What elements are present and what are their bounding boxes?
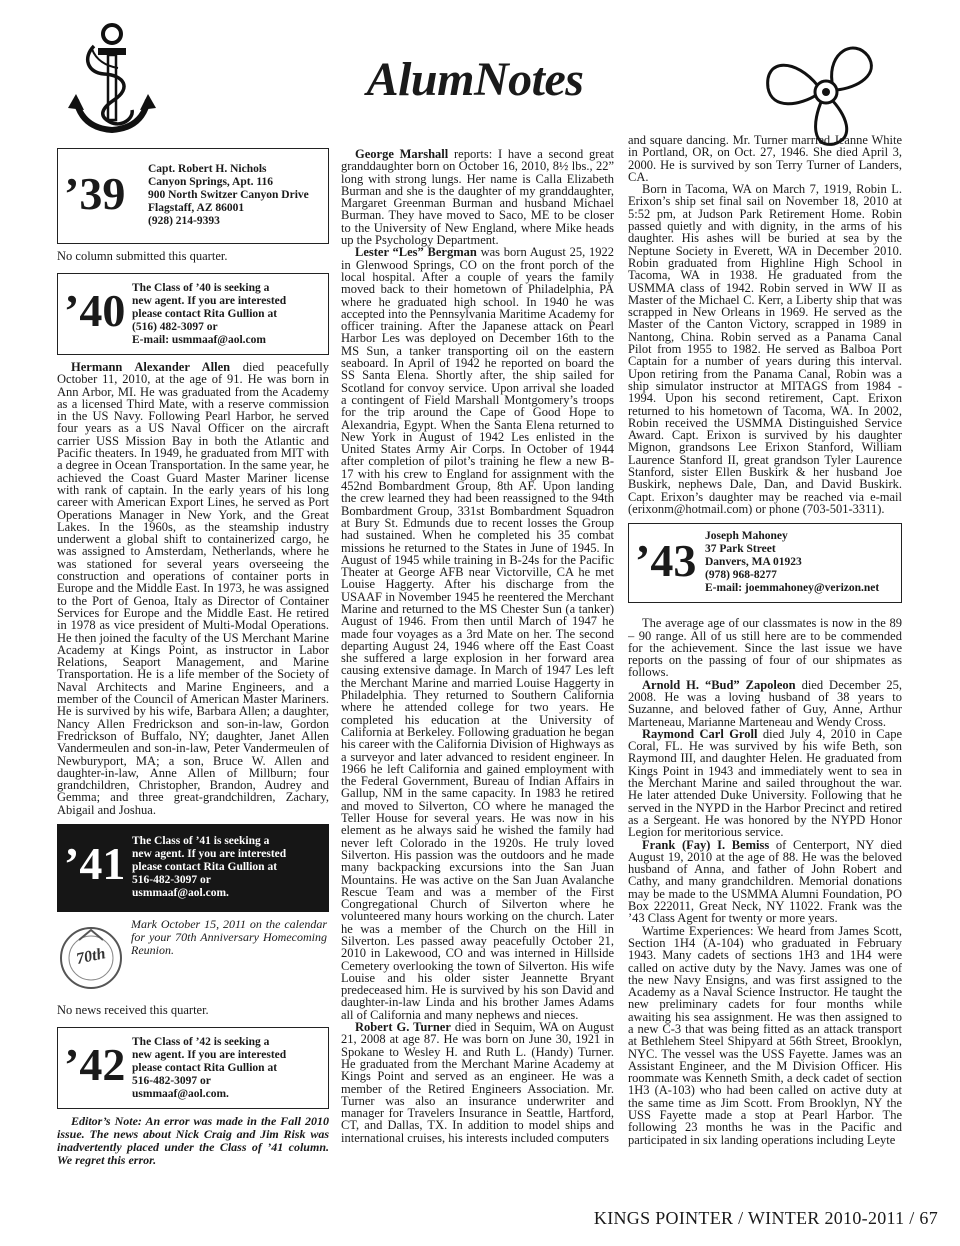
class-agent-info: The Class of ’40 is seeking a new agent. If you are interested please contact Rita Gullion at (516) 482-3097 or E-mail: usmmaaf@aol.com bbox=[132, 282, 287, 346]
class-agent-info: The Class of ’42 is seeking a new agent. If you are interested please contact Rita Gullion at 516-482-3097 or usmmaaf@aol.com. bbox=[132, 1035, 287, 1100]
column-1 bbox=[57, 148, 329, 1208]
article-paragraph: Lester “Les” Bergman was born August 25, 1922 in Glenwood Springs, CO on the front porch of the local hospital. After a couple of years the family moved back to their hometown of Philadelphia, PA where he graduated high school. In 1940 he was accepted into the Pennsylvania Maritime Academy for officer training. After the Japanese attack on Pearl Harbor Les was deployed on December 16th to the MS Sun, a tanker transporting oil on the eastern seaboard. In April of 1942 he reported on board the SS Santa Elena. Shortly after, the ship sailed for Scotland for convoy service. Upon arrival she loaded a contingent of Field Marshall Montgomery’s troops for the trip around the Cape of Good Hope to Alexandria, Egypt. When the Santa Elena returned to New York in August of 1942 Les enlisted in the United States Army Air Corps. In October of 1944 after completion of pilot’s training he flew a new B-17 with his crew to England for assignment with the 452nd Bombardment Group, 8th AF. Upon landing the crew learned they had been reassigned to the 94th Bombardment Group, 331st Bombardment Squadron at Bury St. Edmunds due to recent losses the Group had sustained. When he completed his 35 combat missions he returned to the States in June of 1945. In August of 1945 while training in B-24s for the Pacific Theater at George AFB near Victorville, CA he met Louise Haggerty. After his discharge from the USAAF in November 1945 he reentered the Merchant Marine and returned to the MS Chester Sun (a tanker) August of 1946. From then until March of 1947 he made four voyages as a 3rd Mate on her. The second departing August 24, 1946 where off the East Coast she suffered a large explosion in her forward area causing extensive damage. In March of 1947 Les left the Merchant Marine and married Louise Haggerty in Philadelphia. They returned to Southern California where he attended college for two years. He completed his education at the University of California at Berkeley. Following graduation he began his career with the California Division of Highways as a surveyor and later advanced to resident engineer. In 1966 he left California and gained employment with the Federal Government, Bureau of Indian Affairs in Gallup, NM in the same capacity. In 1983 he retired and moved to Silverton, CO where he managed the Teller House for several years. He was now in his element as he always said he wished the family had never left Colorado in the 1920s. He truly loved Silverton. His passion was the outdoors and he made many backpacking excursions into the San Juan Mountains. He was active on the San Juan Avalanche Rescue Team and was a member of the First Congregational Church of Silverton where he volunteered many hours working on the church. Later he was a member of the Church on the Hill in Silverton. Les passed away peacefully October 21, 2010 in Lakewood, CO and was interned in Hillside Cemetery overlooking the town of Silverton. His wife Louise and his older sister Jeannette Bryant predeceased him. He is survived by his son David and daughter-in-law Linda and his brother James Adams all of California and many nephews and nieces. bbox=[341, 245, 614, 1022]
article-paragraph: Raymond Carl Groll died July 4, 2010 in Cape Coral, FL. He was survived by his wife Beth, son Raymond III, and daughter Helen. He graduated from Kings Point in 1943 and immediately went to sea in the Merchant Marine and sailed throughout the war. He later attended Duke University. Following that he served in the NYPD in the Harbor Precinct and retired as a Sergeant. He was honored by the NYPD Honor Legion for meritorious service. bbox=[628, 726, 902, 840]
article-paragraph: Wartime Experiences: We heard from James Scott, Section 1H4 (A-104) who graduated in February 1943. Many cadets of sections 1H3 and 1H4 were called on active duty by the Navy. James was one of the new Navy Ensigns, and was first assigned to the Academy as a Naval Science Instructor. He taught the new preliminary cadets for four months while awaiting his sea assignment. He was then assigned to a new C-3 that was being fitted as an attack transport at Bethlehem Steel Shipyard at 56th Street, Brooklyn, NYC. The vessel was the USS Fayette. James was an Assistant Engineer, and the M Division Officer. His roommate was Kenneth Smith, a deck cadet of section 1H3 (A-103) who had been called on active duty at the same time as Jim Scott. From Brooklyn, NY the USS Fayette made a stop at Pearl Harbor. The following 23 months he was in the Pacific and participated in six landing operations including Leyte bbox=[628, 923, 902, 1147]
class-42-box bbox=[57, 1027, 329, 1109]
class-40-box bbox=[57, 273, 329, 355]
article-paragraph: George Marshall reports: I have a second great granddaughter born on October 16, 2010, 8½ lbs., 22” long with strong lungs. Her name is Calla Elizabeth Burman and she is the daughter of my granddaughter, Margaret Greenman Burman and husband Michael Burman. They have moved to Saco, ME to be closer to the University of New England, where Mike heads up the Psychology Department. bbox=[341, 148, 614, 248]
class-year: ’42 bbox=[64, 1038, 126, 1090]
class-agent-info: Joseph Mahoney 37 Park Street Danvers, MA 01923 (978) 968-8277 E-mail: joemmahoney@verizon.net bbox=[705, 530, 880, 595]
page-footer: KINGS POINTER / WINTER 2010-2011 / 67 bbox=[593, 1208, 938, 1228]
column-3 bbox=[628, 134, 902, 1210]
70th-anniversary-badge: 70th bbox=[74, 945, 108, 968]
class-41-box bbox=[57, 824, 329, 912]
article-paragraph: Born in Tacoma, WA on March 7, 1919, Robin L. Erixon’s ship set final sail on November 18, 2010 at 5:52 pm, at Judson Park Retirement Home. Robin passed quietly and with dignity, in the arms of his daughter. His ashes will be buried at sea by the Neptune Society in Everett, WA in December 2010. Robin graduated from Highline High School in Tacoma, WA in 1938. He graduated from the USMMA class of 1942. Robin served in WW II as Master of the Michael C. Kerr, a Liberty ship that was scrapped in New Orleans in 1969. He served as the Master of the Canton Victory, scrapped in 1989 in Nantong, China. Robin served as a Panama Canal Pilot from 1955 to 1982. He served as Balboa Port Captain for a number of years during this interval. Upon retiring from the Panama Canal, Robin was a ship simulator instructor at MITAGS from 1984 - 1994. Upon his second retirement, Capt. Erixon returned to his hometown of Tacoma, WA. In 2002, Robin received the USMMA Distinguished Service Award. Capt. Erixon is survived by his daughter Mignon, grandsons Lee Erixon Stanford, William Laurence Stanford II, great grandson Tyler Laurence Stanford, sister Ellen Buskirk & her husband Joe Buskirk, nephews Dale, Dan, and David Buskirk. Capt. Erixon’s daughter may be reached via e-mail (erixonm@hotmail.com) or phone (703-501-3311). bbox=[628, 182, 902, 516]
article-paragraph: and square dancing. Mr. Turner married Jeanne White in Portland, OR, on Oct. 27, 1946. She died April 3, 2000. He is survived by son Terry Turner of Landers, CA. bbox=[628, 134, 902, 184]
anchor-icon bbox=[62, 18, 162, 140]
editors-note: Editor’s Note: An error was made in the Fall 2010 issue. The news about Nick Craig and Jim Risk was inadvertently placed under the Class of ’41 column. We regret this error. bbox=[57, 1113, 329, 1167]
reunion-notice bbox=[57, 918, 329, 996]
article-paragraph: Frank (Fay) I. Bemiss of Centerport, NY died August 19, 2010 at the age of 88. He was the beloved husband of Anna, and father of John Robert and Cathy, and many grandchildren. Memorial donations may be made to the USMMA Alumni Foundation, PO Box 222011, Great Neck, NY 11022. Frank was the ’43 Class Agent for twenty or more years. bbox=[628, 837, 902, 926]
article-paragraph: The average age of our classmates is now in the 89 – 90 range. All of us still here are to be commended for the achievement. Since the last issue we have reports on the passing of four of our shipmates as follows. bbox=[628, 616, 902, 680]
class-year: ’41 bbox=[64, 837, 126, 889]
article-paragraph: Robert G. Turner died in Sequim, WA on August 21, 2008 at age 87. He was born on June 30, 1921 in Spokane to Wesley H. and Ruth L. (Handy) Turner. He graduated from the Merchant Marine Academy at Kings Point and served as an engineer. He was a member of the Retired Engineers Association. Mr. Turner was also an insurance underwriter and manager for Travelers Insurance in Seattle, Hartford, CT, and Dallas, TX. In addition to model ships and international cruises, his interests included computers bbox=[341, 1020, 614, 1145]
class-43-box bbox=[628, 523, 902, 603]
class-year: ’39 bbox=[64, 168, 126, 219]
class-39-box bbox=[57, 148, 329, 244]
class-year: ’43 bbox=[635, 535, 697, 587]
class-agent-info: Capt. Robert H. Nichols Canyon Springs, Apt. 116 900 North Switzer Canyon Drive Flagstaff, AZ 86001 (928) 214-9393 bbox=[148, 163, 309, 227]
column-2 bbox=[341, 148, 614, 1210]
class-year: ’40 bbox=[64, 285, 126, 336]
reunion-text: Mark October 15, 2011 on the calendar for your 70th Anniversary Homecoming Reunion. bbox=[131, 916, 327, 957]
class-agent-info: The Class of ’41 is seeking a new agent. If you are interested please contact Rita Gullion at 516-482-3097 or usmmaaf@aol.com. bbox=[132, 834, 287, 899]
page-title: AlumNotes bbox=[366, 53, 584, 106]
article-paragraph: Arnold H. “Bud” Zapoleon died December 25, 2008. He was a loving husband of 38 years to Suzanne, and beloved father of Guy, Anne, Arthur Marteneau, Marianne Marteneau and Wendy Cross. bbox=[628, 677, 902, 729]
no-column-note: No column submitted this quarter. bbox=[57, 249, 228, 263]
obituary-allen: Hermann Alexander Allen died peacefully October 11, 2010, at the age of 91. He was born in Ann Arbor, MI. He was graduated from the Academy as a licensed Third Mate, with a reserve commission in the US Navy. Following Pearl Harbor, he served four years as a US Naval Officer on the aircraft carrier USS Mission Bay in both the Atlantic and Pacific theaters. In 1949, he graduated from MIT with a degree in Ocean Transportation. In the same year, he achieved the Coast Guard Master Mariner license with rank of captain. In the early years of his long career with American Export Lines, he served as Port Operations Manager in New York, and the Great Lakes. In the 1960s, as the steamship industry underwent a global shift to containerized cargo, he was assigned to Amsterdam, Netherlands, where he was stationed for several years overseeing the construction and operations of container ports in Europe and the Middle East. In 1973, he was assigned to the Port of Genoa, Italy as Director of Container Services for Europe and the Middle East. He retired in 1978 as vice president of Multi-Modal Operations. He then joined the faculty of the US Merchant Marine Academy at Kings Point, as instructor in Labor Relations, Seaport Management, and Marine Transportation. He is a life member of the Society of Naval Architects and Marine Engineers, and a member of the Council of American Master Mariners. He is survived by his wife, Barbara Allen; a daughter, Nancy Allen Fredrickson and son-in-law, Gordon Fredrickson of Buffalo, NY; daughter, Janet Allen Vandermeulen and son-in-law, Peter Vandermeulen of Newburyport, MA; a son, Bruce W. Allen and daughter-in-law, Anne Allen of Millburn; four grandchildren, Christopher, Brandon, Audrey and Gemma; and three great-grandchildren, Zachary, Abigail and Joshua. bbox=[57, 360, 329, 817]
no-news-note: No news received this quarter. bbox=[57, 1002, 209, 1017]
